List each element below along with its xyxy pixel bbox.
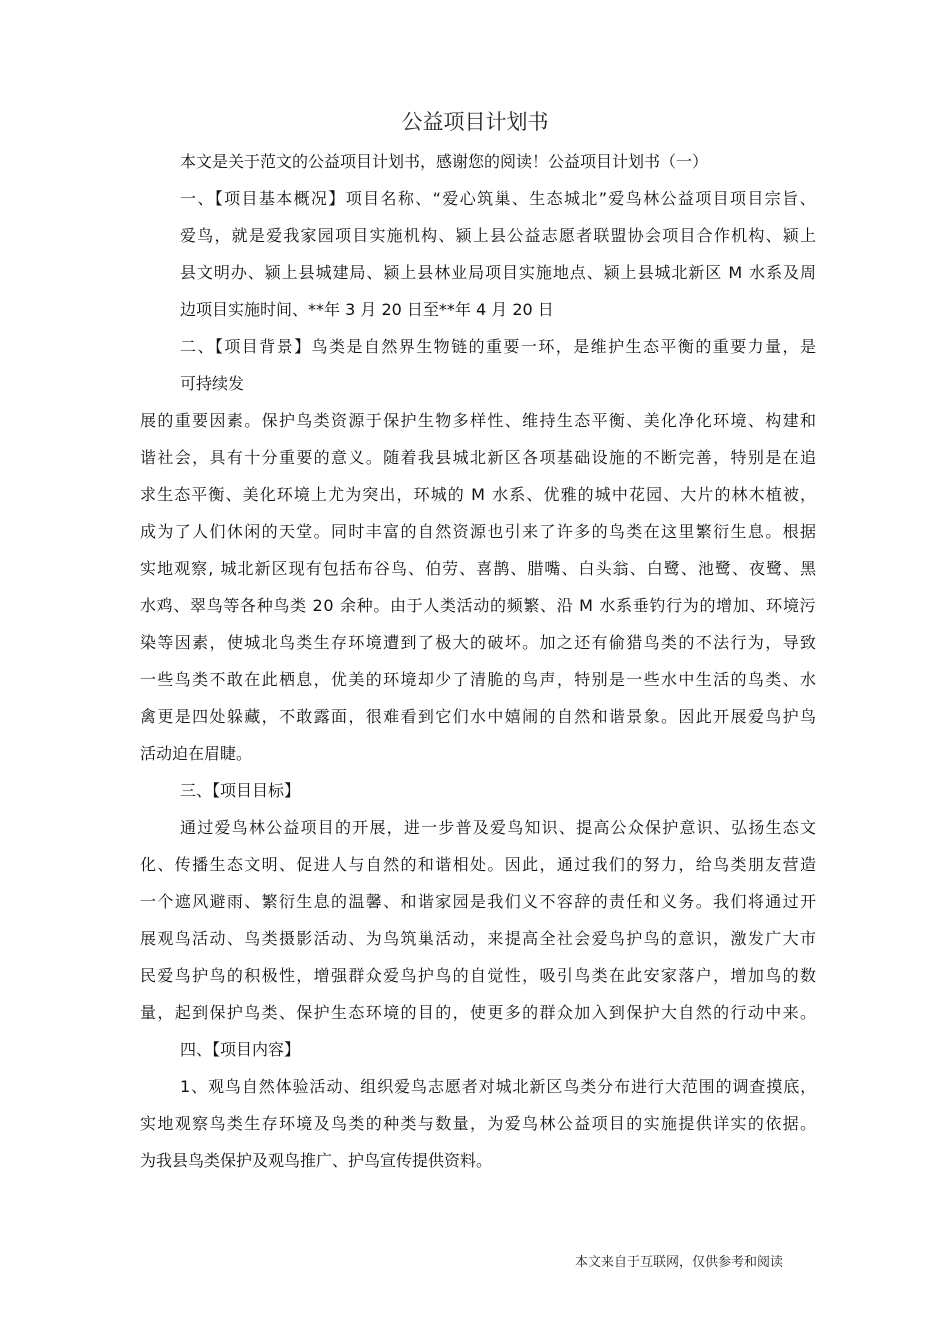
body-line: 一个遮风避雨、繁衍生息的温馨、和谐家园是我们义不容辞的责任和义务。我们将通过开 — [140, 892, 818, 911]
body-line: 一些鸟类不敢在此栖息，优美的环境却少了清脆的鸟声，特别是一些水中生活的鸟类、水 — [140, 670, 818, 689]
body-line: 1、观鸟自然体验活动、组织爱鸟志愿者对城北新区鸟类分布进行大范围的调查摸底， — [180, 1077, 818, 1096]
body-line: 二、【项目背景】鸟类是自然界生物链的重要一环，是维护生态平衡的重要力量，是 — [180, 337, 818, 356]
body-line: 县文明办、颍上县城建局、颍上县林业局项目实施地点、颍上县城北新区 M 水系及周 — [180, 263, 817, 282]
body-line: 水鸡、翠鸟等各种鸟类 20 余种。由于人类活动的频繁、沿 M 水系垂钓行为的增加、环境污 — [140, 596, 817, 615]
body-line: 通过爱鸟林公益项目的开展，进一步普及爱鸟知识、提高公众保护意识、弘扬生态文 — [180, 818, 818, 837]
body-line: 展观鸟活动、鸟类摄影活动、为鸟筑巢活动，来提高全社会爱鸟护鸟的意识，激发广大市 — [140, 929, 818, 948]
document-title: 公益项目计划书 — [401, 110, 549, 134]
body-line: 求生态平衡、美化环境上尤为突出，环城的 M 水系、优雅的城中花园、大片的林木植被， — [140, 485, 818, 504]
body-line: 成为了人们休闲的天堂。同时丰富的自然资源也引来了许多的鸟类在这里繁衍生息。根据 — [140, 522, 818, 541]
body-line: 活动迫在眉睫。 — [140, 744, 253, 763]
body-line: 爱鸟，就是爱我家园项目实施机构、颍上县公益志愿者联盟协会项目合作机构、颍上 — [180, 226, 818, 245]
body-line: 实地观察鸟类生存环境及鸟类的种类与数量，为爱鸟林公益项目的实施提供详实的依据。 — [140, 1114, 818, 1133]
body-line: 边项目实施时间、**年 3 月 20 日至**年 4 月 20 日 — [180, 300, 554, 319]
body-line: 可持续发 — [180, 374, 245, 393]
body-line: 三、【项目目标】 — [180, 781, 301, 800]
body-line: 为我县鸟类保护及观鸟推广、护鸟宣传提供资料。 — [140, 1151, 493, 1170]
body-line: 展的重要因素。保护鸟类资源于保护生物多样性、维持生态平衡、美化净化环境、构建和 — [140, 411, 818, 430]
body-line: 本文是关于范文的公益项目计划书，感谢您的阅读！公益项目计划书（一） — [180, 152, 709, 171]
body-line: 民爱鸟护鸟的积极性，增强群众爱鸟护鸟的自觉性，吸引鸟类在此安家落户，增加鸟的数 — [140, 966, 818, 985]
body-line: 谐社会，具有十分重要的意义。随着我县城北新区各项基础设施的不断完善，特别是在追 — [140, 448, 818, 467]
body-line: 量，起到保护鸟类、保护生态环境的目的，使更多的群众加入到保护大自然的行动中来。 — [140, 1003, 818, 1022]
body-line: 实地观察, 城北新区现有包括布谷鸟、伯劳、喜鹊、腊嘴、白头翁、白鹭、池鹭、夜鹭、黑 — [140, 559, 818, 578]
body-line: 禽更是四处躲藏，不敢露面，很难看到它们水中嬉闹的自然和谐景象。因此开展爱鸟护鸟 — [140, 707, 818, 726]
footer-note: 本文来自于互联网，仅供参考和阅读 — [575, 1255, 784, 1270]
body-line: 一、【项目基本概况】项目名称、“爱心筑巢、生态城北”爱鸟林公益项目项目宗旨、 — [180, 189, 817, 208]
body-line: 四、【项目内容】 — [180, 1040, 301, 1059]
body-line: 化、传播生态文明、促进人与自然的和谐相处。因此，通过我们的努力，给鸟类朋友营造 — [140, 855, 818, 874]
body-line: 染等因素，使城北鸟类生存环境遭到了极大的破坏。加之还有偷猎鸟类的不法行为，导致 — [140, 633, 818, 652]
